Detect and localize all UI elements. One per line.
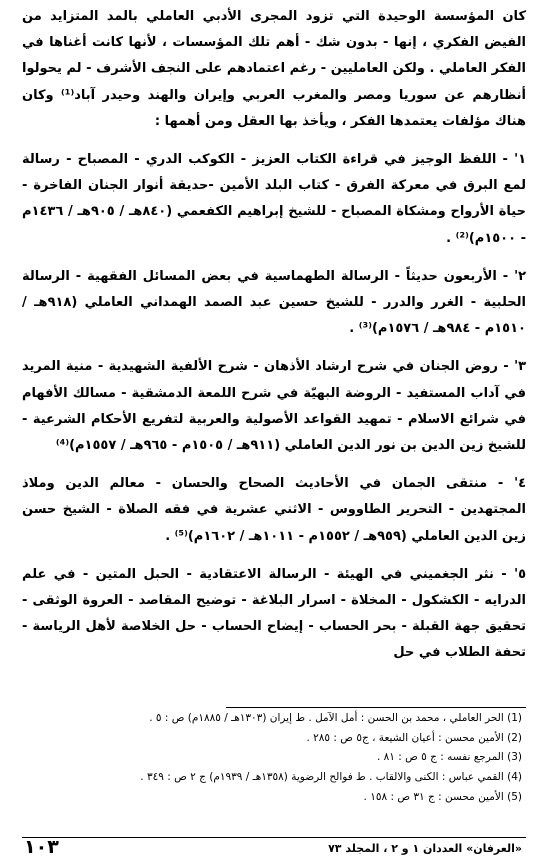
footnote-5: (5) الأمين محسن : ج ٣١ ص : ١٥٨ . — [363, 790, 522, 803]
item-text: ومشكاة المصباح - للشيخ إبراهيم الكفعمي (٨٤٠هـ / ٩٠٥هـ / ١٤٣٦م - — [22, 204, 526, 246]
list-item-5 — [22, 562, 526, 667]
item-text: - الأربعون حديثاً - الرسالة الطهماسية في بعض المسائل الفقهية - الرسالة الحلبية - — [22, 268, 526, 311]
footnote-2: (2) الأمين محسن : أعيان الشيعة ، ج٥ ص : ٢٨٥ . — [306, 731, 522, 744]
list-item-3 — [22, 354, 526, 459]
main-text — [22, 4, 526, 667]
footer-rule — [22, 837, 526, 838]
item-text: الغرر والدرر - للشيخ حسين عبد الصمد الهمداني العاملي (٩١٨هـ / ١٥١٠م - — [22, 295, 526, 337]
item-text: ٩٨٤هـ / ١٥٧٦م)⁽³⁾ . — [349, 321, 471, 337]
footnote-3: (3) المرجع نفسه : ج ٥ ص : ٨١ . — [376, 751, 522, 764]
page-number: ١٠٣ — [24, 836, 59, 858]
item-text: - منتقى الجمان في الأحاديث الصحاح والحسان - معالم الدين وملاذ المجتهدين - — [22, 476, 526, 518]
item-text: بحر الحساب - إيضاح الحساب - حل الخلاصة لأهل الرياسة - تحفة الطلاب في حل — [22, 619, 526, 661]
intro-line: وإيران والهند وحيدر آباد⁽¹⁾ وكان هناك مؤلفات يعتمدها الفكر ، ويأخذ بها العقل ومن — [22, 87, 526, 129]
intro-heading: أهمها : — [154, 113, 201, 129]
list-item-4 — [22, 471, 526, 550]
intro-paragraph — [22, 4, 526, 135]
item-text: (٩٥٩هـ / ١٥٥٢م - ١٠١١هـ / ١٦٠٢م)⁽⁵⁾ . — [165, 528, 407, 544]
footnote-1: (1) الحر العاملي ، محمد بن الحسن : أمل الآمل . ط إيران (١٣٠٣هـ / ١٨٨٥م) ص : ٥ . — [149, 712, 522, 724]
item-text: نور الدين العاملي (٩١١هـ / ١٥٠٥م - ٩٦٥هـ / ١٥٥٧م)⁽⁴⁾ — [55, 438, 396, 454]
item-text: - اللفظ الوجيز في قراءة الكتاب العزيز - الكوكب الدري - المصباح - رسالة لمع — [22, 152, 527, 194]
intro-line: رغم اعتمادهم على النجف الأشرف - لم يحولوا أنظارهم عن سوريا ومصر والمغرب العربي — [22, 61, 526, 103]
list-item-2 — [22, 264, 526, 343]
footnote-4: (4) القمي عباس : الكنى والالقاب . ط فوالح الرضوية (١٣٥٨هـ / ١٩٣٩م) ج ٢ ص : ٣٤٩ . — [140, 771, 522, 784]
journal-reference: «العرفان» العددان ١ و ٢ ، المجلد ٧٣ — [328, 842, 522, 855]
item-number: ٣' — [514, 359, 527, 375]
item-text: الكشكول - المخلاة - اسرار البلاغة - توضيح المقاصد - العروة الوثقى - تحقيق جهة القبلة - — [22, 593, 526, 635]
intro-line: كان المؤسسة الوحيدة التي تزود المجرى الأدبي العاملي بالمد المتزايد من الفيض الفكري ، إنها — [22, 9, 527, 51]
item-number: ٢' — [514, 268, 526, 284]
item-number: ٤' — [514, 476, 527, 492]
item-number: ٥' — [514, 566, 526, 582]
list-item-1 — [22, 147, 526, 252]
intro-line: - بدون شك - أهم تلك المؤسسات ، لأنها كانت أغناها في الفكر العاملي . ولكن العامليين - — [22, 35, 526, 77]
item-text: ١٥٠٠م)⁽²⁾ . — [446, 230, 517, 246]
footnotes — [22, 709, 522, 808]
item-text: الاسلام - تمهيد القواعد الأصولية والعربية لتفريع الأحكام الشرعية - للشيخ زين الدين بن — [22, 411, 526, 454]
item-text: - نثر الجغميني في الهيئة - الرسالة الاعتقادية - الحبل المتين - في علم الدرايه - — [22, 566, 526, 609]
item-number: ١' — [514, 152, 526, 168]
item-text: آداب المستفيد - الروضة البهيّة في شرح اللمعة الدمشقية - مسالك الأفهام في شرائع — [22, 385, 527, 427]
item-text: - روض الجنان في شرح ارشاد الأذهان - شرح الألفية الشهيدية - منية المريد في — [22, 359, 526, 401]
footnote-separator — [226, 707, 526, 708]
item-text: التحرير الطاووس - الاثني عشرية في فقه الصلاة - الشيخ حسن زين الدين العاملي — [22, 502, 526, 544]
item-text: البرق في معركة الفرق - كتاب البلد الأمين -حديقة أنوار الجنان الفاخرة - حياة الأرواح — [22, 178, 526, 220]
